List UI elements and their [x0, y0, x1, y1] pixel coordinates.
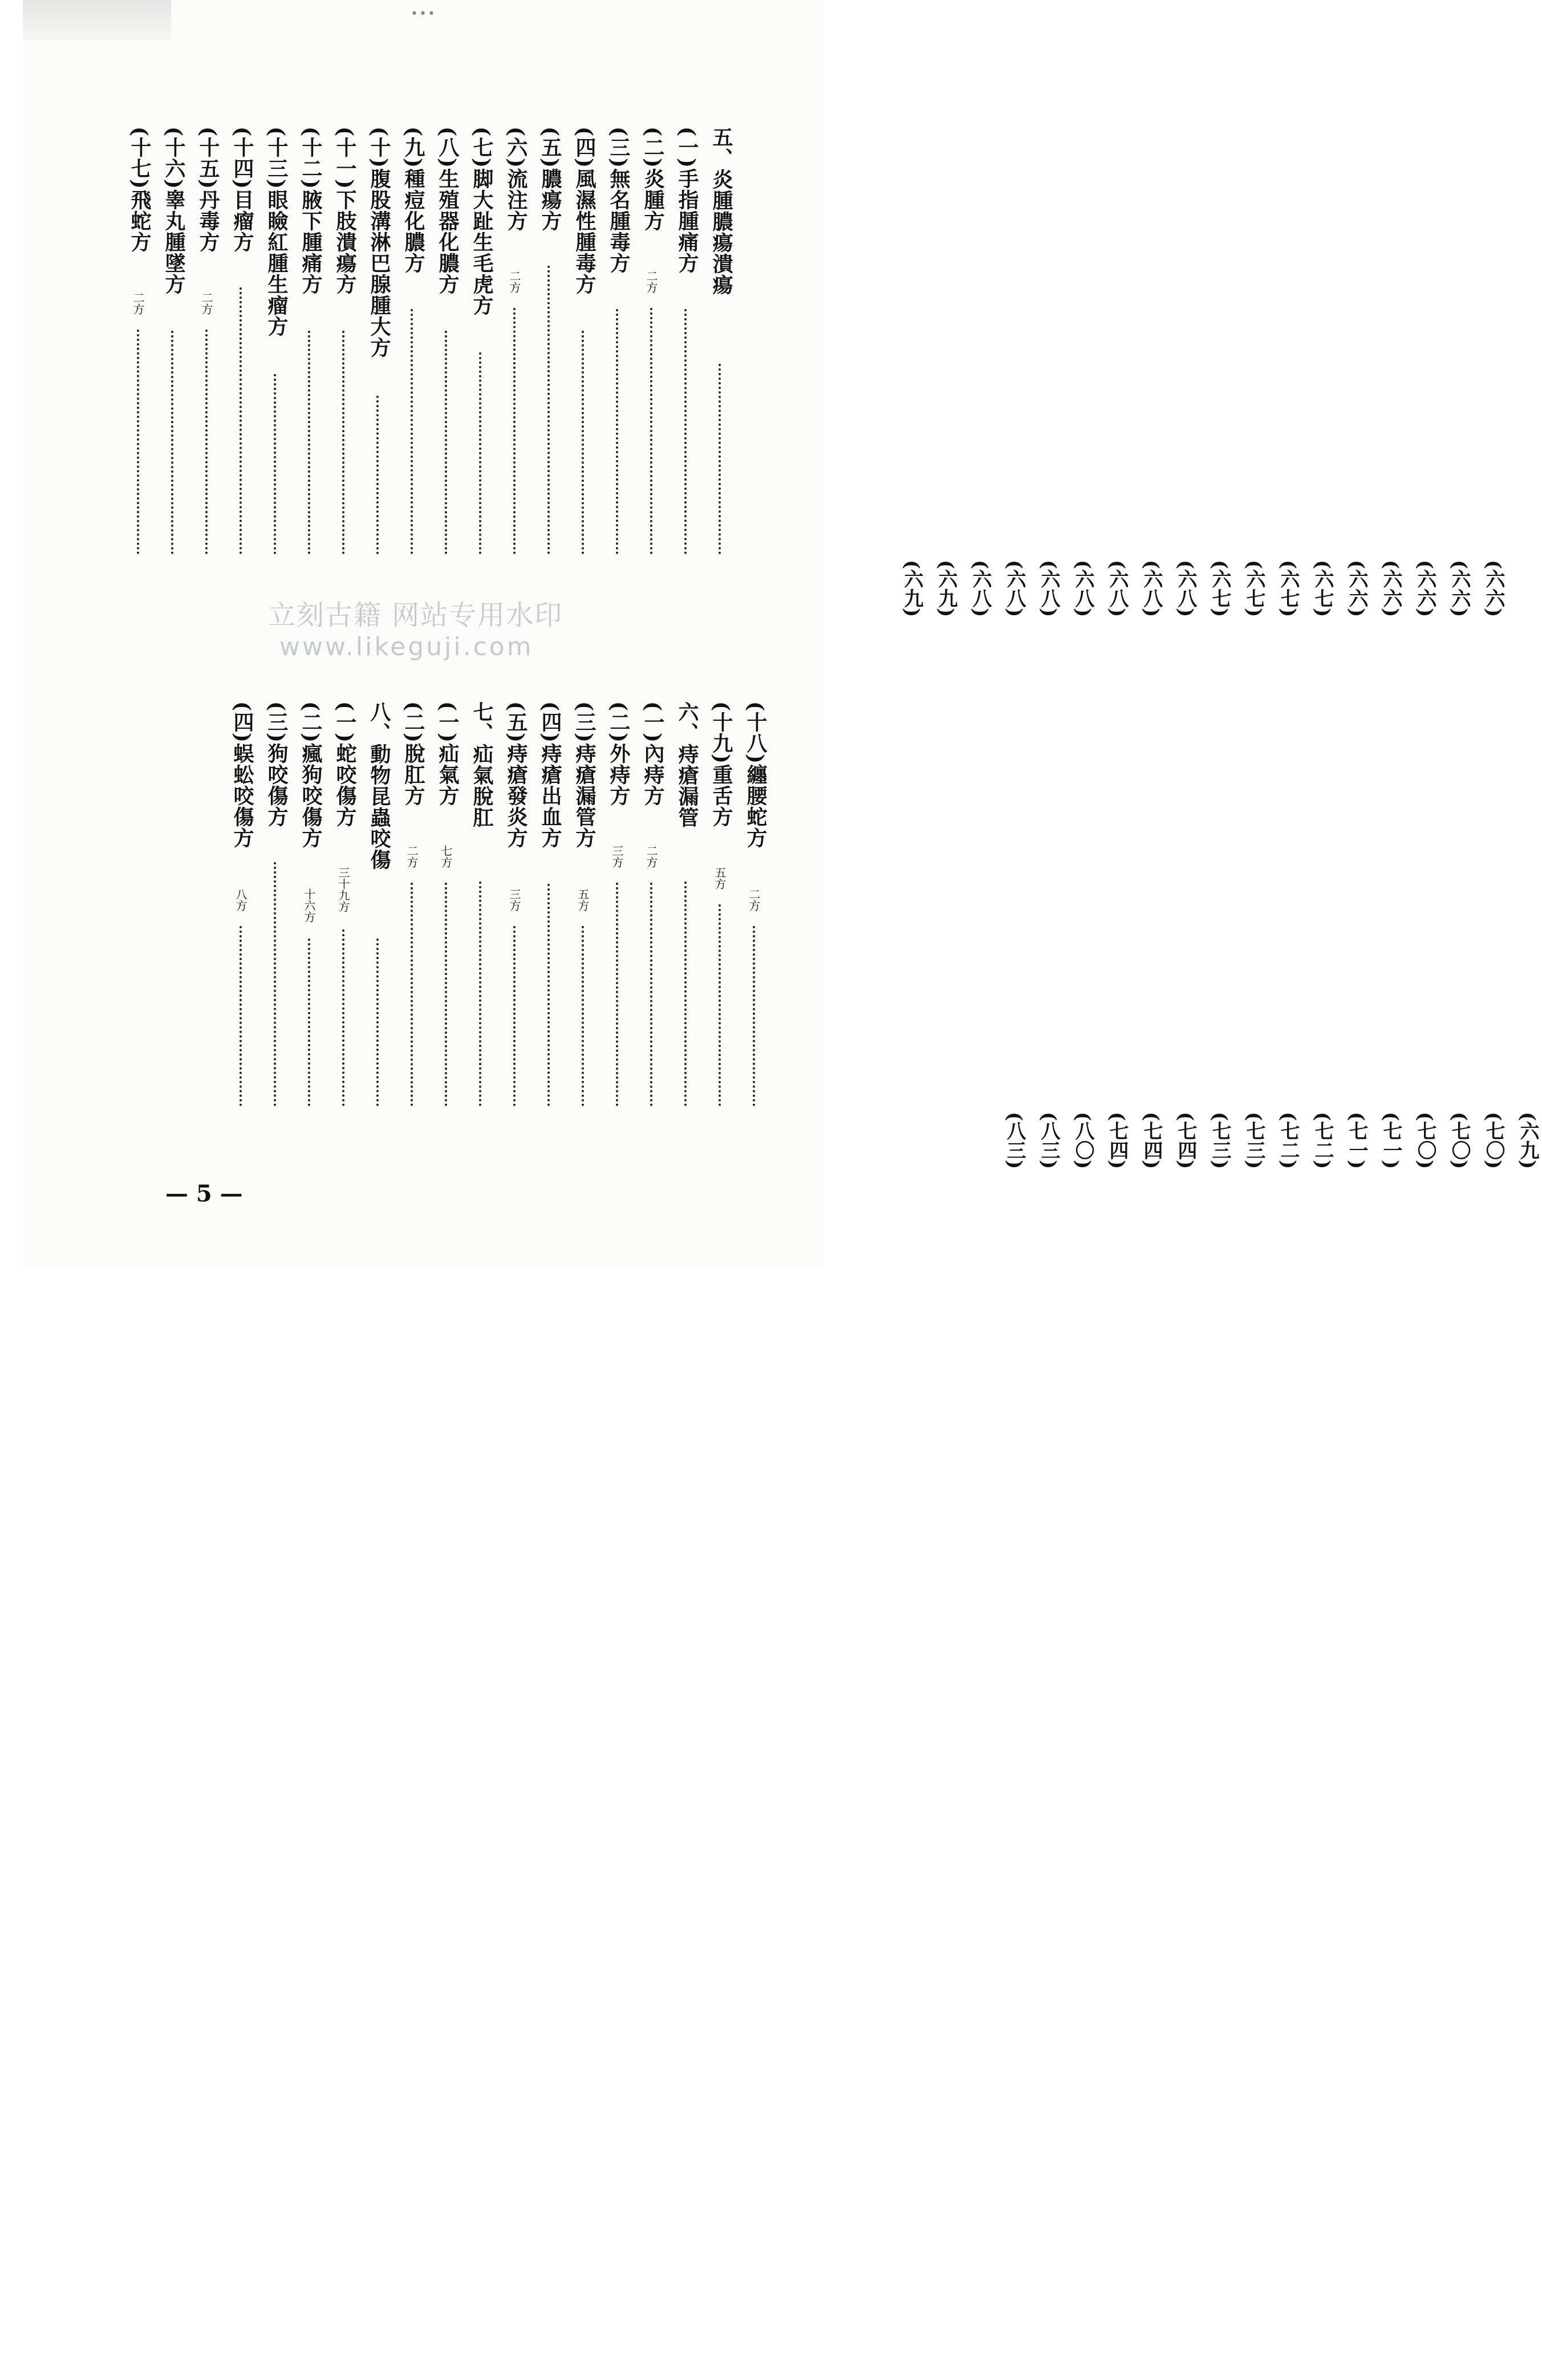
- page-ref: (八〇): [1072, 1112, 1094, 1169]
- entry-text: (十五)丹毒方: [196, 127, 220, 253]
- dot-leader: [479, 352, 481, 554]
- recipe-count: 二方: [644, 845, 658, 868]
- page-ref: (七〇): [1482, 1112, 1505, 1169]
- page-ref: (七三): [1243, 1112, 1265, 1169]
- dot-leader: [547, 884, 550, 1106]
- page-ref: (六九): [1516, 1112, 1539, 1169]
- entry-text: (七)脚大趾生毛虎方: [470, 127, 494, 316]
- entry-text: (十一)下肢潰瘍方: [333, 127, 357, 295]
- entry-text: (九)種痘化膿方: [401, 127, 425, 274]
- page-ref: (六八): [969, 560, 992, 618]
- dot-leader: [650, 308, 652, 554]
- entry-text: (十二)腋下腫痛方: [299, 127, 323, 295]
- entry-text: (十三)眼瞼紅腫生瘤方: [265, 127, 289, 338]
- toc-block-upper: [108, 127, 1505, 628]
- page-ref: (八三): [1003, 1112, 1026, 1169]
- entry-text: (四)蜈蚣咬傷方: [230, 701, 254, 849]
- dot-leader: [616, 883, 618, 1106]
- recipe-count: 三十九方: [336, 867, 350, 912]
- dot-leader: [376, 396, 379, 554]
- page-ref: (七〇): [1414, 1112, 1437, 1169]
- page-ref: (六七): [1243, 560, 1265, 618]
- page-ref: (六六): [1448, 560, 1471, 618]
- dot-leader: [137, 330, 139, 554]
- page-ref: (六八): [1140, 560, 1163, 618]
- page-ref: (六九): [935, 560, 957, 618]
- dot-leader: [684, 882, 687, 1106]
- page-ref: (七四): [1140, 1112, 1163, 1169]
- entry-text: (六)流注方: [504, 127, 528, 232]
- entry-text: (三)無名腫毒方: [607, 127, 631, 274]
- recipe-count: 三方: [508, 888, 521, 911]
- dot-leader: [719, 904, 721, 1106]
- entry-text: (十)腹股溝淋巴腺腫大方: [367, 127, 391, 359]
- dot-leader: [411, 883, 413, 1106]
- section-title-text: 七、疝氣脫肛: [470, 701, 494, 828]
- dot-leader: [445, 883, 447, 1106]
- entry-text: (二)外痔方: [607, 701, 631, 807]
- dot-leader: [342, 331, 344, 554]
- page-ref: (六八): [1174, 560, 1197, 618]
- page-ref: (六八): [1037, 560, 1060, 618]
- dot-leader: [753, 926, 755, 1106]
- recipe-count: 五方: [576, 888, 590, 911]
- dot-leader: [205, 330, 208, 554]
- scan-smudge: [23, 0, 171, 40]
- dot-leader: [308, 939, 310, 1106]
- entry-text: (十九)重舌方: [709, 701, 733, 828]
- page-ref: (七四): [1174, 1112, 1197, 1169]
- entry-text: (四)痔瘡出血方: [538, 701, 562, 849]
- watermark-text: 立刻古籍 网站专用水印: [268, 599, 563, 631]
- page-ref: (六七): [1208, 560, 1231, 618]
- recipe-count: 二方: [644, 270, 658, 293]
- page-ref: (七二): [1311, 1112, 1334, 1169]
- dot-leader: [240, 926, 242, 1106]
- entry-text: (一)內痔方: [641, 701, 665, 807]
- section-title-text: 六、痔瘡漏管: [675, 701, 699, 828]
- page-ref: (七〇): [1448, 1112, 1471, 1169]
- page-ref: (六八): [1003, 560, 1026, 618]
- entry-text: (十七)飛蛇方: [128, 127, 152, 253]
- recipe-count: 二方: [747, 888, 761, 911]
- page-ref: (六六): [1482, 560, 1505, 618]
- dot-leader: [479, 882, 481, 1106]
- entry-text: (十八)纏腰蛇方: [744, 701, 768, 849]
- dot-leader: [650, 883, 652, 1106]
- entry-text: (二)瘋狗咬傷方: [299, 701, 323, 849]
- recipe-count: 二方: [405, 845, 419, 868]
- entry-text: (一)蛇咬傷方: [333, 701, 357, 828]
- page-ref: (六九): [900, 560, 923, 618]
- page-ref: (七三): [1208, 1112, 1231, 1169]
- dot-leader: [342, 929, 344, 1106]
- page-ref: (七二): [1277, 1112, 1300, 1169]
- page-ref: (六六): [1379, 560, 1402, 618]
- entry-text: (二)脫肛方: [401, 701, 425, 807]
- page-ref: (六六): [1414, 560, 1437, 618]
- page-ref: (六八): [1106, 560, 1129, 618]
- more-menu-icon[interactable]: •••: [411, 7, 436, 21]
- entry-text: (二)炎腫方: [641, 127, 665, 232]
- dot-leader: [513, 308, 516, 554]
- dot-leader: [582, 926, 584, 1106]
- dot-leader: [274, 374, 276, 554]
- recipe-count: 五方: [713, 867, 727, 890]
- entry-text: (十四)目瘤方: [230, 127, 254, 253]
- entry-text: (十六)睾丸腫墜方: [162, 127, 186, 295]
- recipe-count: 七方: [439, 845, 453, 868]
- dot-leader: [376, 939, 379, 1106]
- entry-text: (三)痔瘡漏管方: [573, 701, 596, 849]
- page-ref: (六八): [1072, 560, 1094, 618]
- dot-leader: [274, 862, 276, 1106]
- dot-leader: [308, 331, 310, 554]
- dot-leader: [719, 364, 721, 554]
- page-number: — 5 —: [165, 1180, 243, 1207]
- entry-text: (五)痔瘡發炎方: [504, 701, 528, 849]
- dot-leader: [240, 287, 242, 554]
- entry-text: (一)手指腫痛方: [675, 127, 699, 274]
- recipe-count: 八方: [234, 888, 247, 911]
- recipe-count: 二方: [200, 292, 213, 315]
- section-title-text: 八、動物昆蟲咬傷: [367, 701, 391, 870]
- watermark-url: www.likeguji.com: [279, 632, 534, 661]
- section-title-text: 五、炎腫膿瘍潰瘍: [709, 127, 733, 295]
- recipe-count: 十六方: [302, 888, 316, 923]
- dot-leader: [445, 331, 447, 554]
- watermark: [268, 593, 563, 661]
- entry-text: (五)膿瘍方: [538, 127, 562, 232]
- dot-leader: [411, 309, 413, 554]
- page-ref: (七一): [1379, 1112, 1402, 1169]
- page-ref: (六七): [1311, 560, 1334, 618]
- dot-leader: [684, 309, 687, 554]
- dot-leader: [616, 309, 618, 554]
- dot-leader: [171, 331, 173, 554]
- page-ref: (六七): [1277, 560, 1300, 618]
- entry-text: (八)生殖器化膿方: [436, 127, 460, 295]
- page-ref: (七一): [1345, 1112, 1368, 1169]
- page-ref: (六六): [1345, 560, 1368, 618]
- dot-leader: [513, 926, 516, 1106]
- entry-text: (一)疝氣方: [436, 701, 460, 807]
- toc-block-lower: [211, 701, 1539, 1203]
- entry-text: (四)風濕性腫毒方: [573, 127, 596, 295]
- entry-text: (三)狗咬傷方: [265, 701, 289, 828]
- recipe-count: 二方: [508, 270, 521, 293]
- page-ref: (七四): [1106, 1112, 1129, 1169]
- dot-leader: [547, 266, 550, 554]
- recipe-count: 三方: [610, 845, 624, 868]
- page-ref: (八三): [1037, 1112, 1060, 1169]
- recipe-count: 二方: [131, 292, 145, 315]
- dot-leader: [582, 331, 584, 554]
